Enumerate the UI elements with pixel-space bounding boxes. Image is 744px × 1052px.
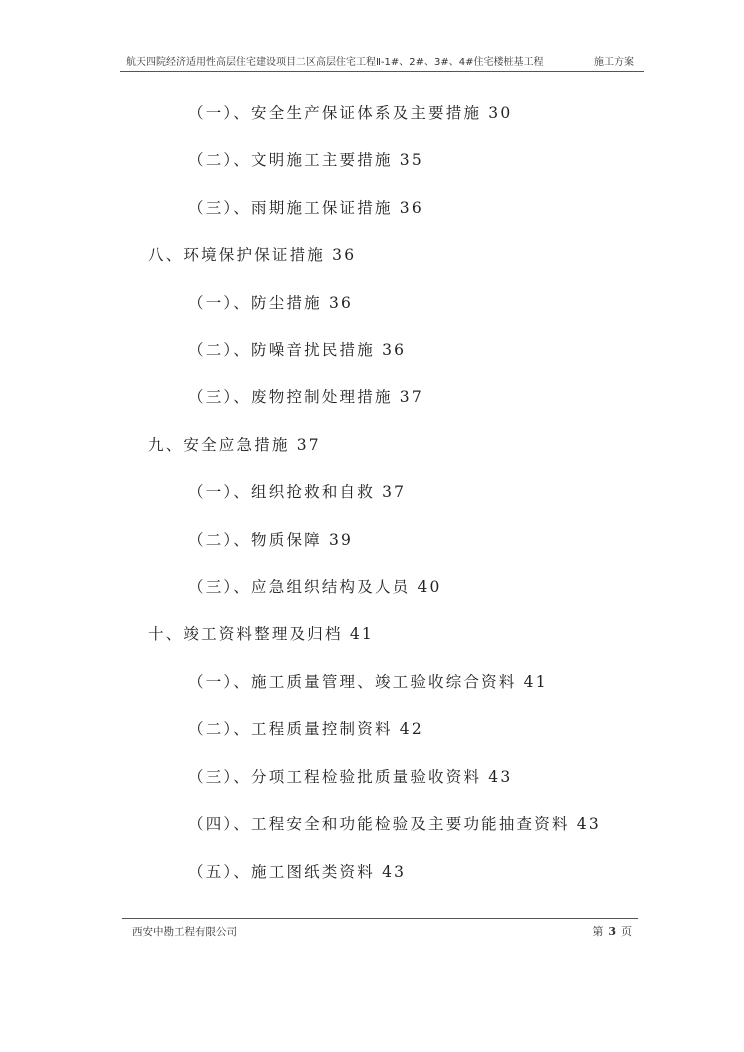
- toc-entry[interactable]: 八、环境保护保证措施 36: [148, 246, 357, 264]
- page-suffix: 页: [621, 925, 632, 938]
- page-header: [120, 53, 644, 72]
- toc-entry[interactable]: （一）、安全生产保证体系及主要措施 30: [188, 104, 513, 122]
- header-project-title: 航天四院经济适用性高层住宅建设项目二区高层住宅工程Ⅱ-1#、2#、3#、4#住宅楼桩基工程: [126, 57, 544, 68]
- toc-entry[interactable]: 十、竣工资料整理及归档 41: [148, 625, 374, 643]
- toc-entry[interactable]: （一）、施工质量管理、竣工验收综合资料 41: [188, 673, 548, 691]
- toc-entry[interactable]: （二）、工程质量控制资料 42: [188, 720, 424, 738]
- toc-entry[interactable]: （三）、应急组织结构及人员 40: [188, 578, 442, 596]
- toc-entry[interactable]: （五）、施工图纸类资料 43: [188, 863, 407, 881]
- toc-entry[interactable]: 九、安全应急措施 37: [148, 436, 321, 454]
- toc-entry[interactable]: （三）、废物控制处理措施 37: [188, 388, 424, 406]
- footer-company-name: 西安中勘工程有限公司: [132, 926, 237, 938]
- page-footer: [122, 918, 638, 939]
- page-number: 3: [608, 925, 616, 938]
- toc-entry[interactable]: （二）、防噪音扰民措施 36: [188, 341, 407, 359]
- toc-entry[interactable]: （四）、工程安全和功能检验及主要功能抽查资料 43: [188, 815, 601, 833]
- toc-entry[interactable]: （三）、分项工程检验批质量验收资料 43: [188, 768, 513, 786]
- footer-page-indicator: [592, 923, 632, 939]
- page-prefix: 第: [592, 925, 604, 938]
- toc-entry[interactable]: （二）、文明施工主要措施 35: [188, 151, 424, 169]
- header-document-type: 施工方案: [594, 57, 634, 68]
- toc-entry[interactable]: （三）、雨期施工保证措施 36: [188, 199, 424, 217]
- toc-entry[interactable]: （一）、防尘措施 36: [188, 294, 354, 312]
- toc-entry[interactable]: （一）、组织抢救和自救 37: [188, 483, 407, 501]
- toc-entry[interactable]: （二）、物质保障 39: [188, 531, 354, 549]
